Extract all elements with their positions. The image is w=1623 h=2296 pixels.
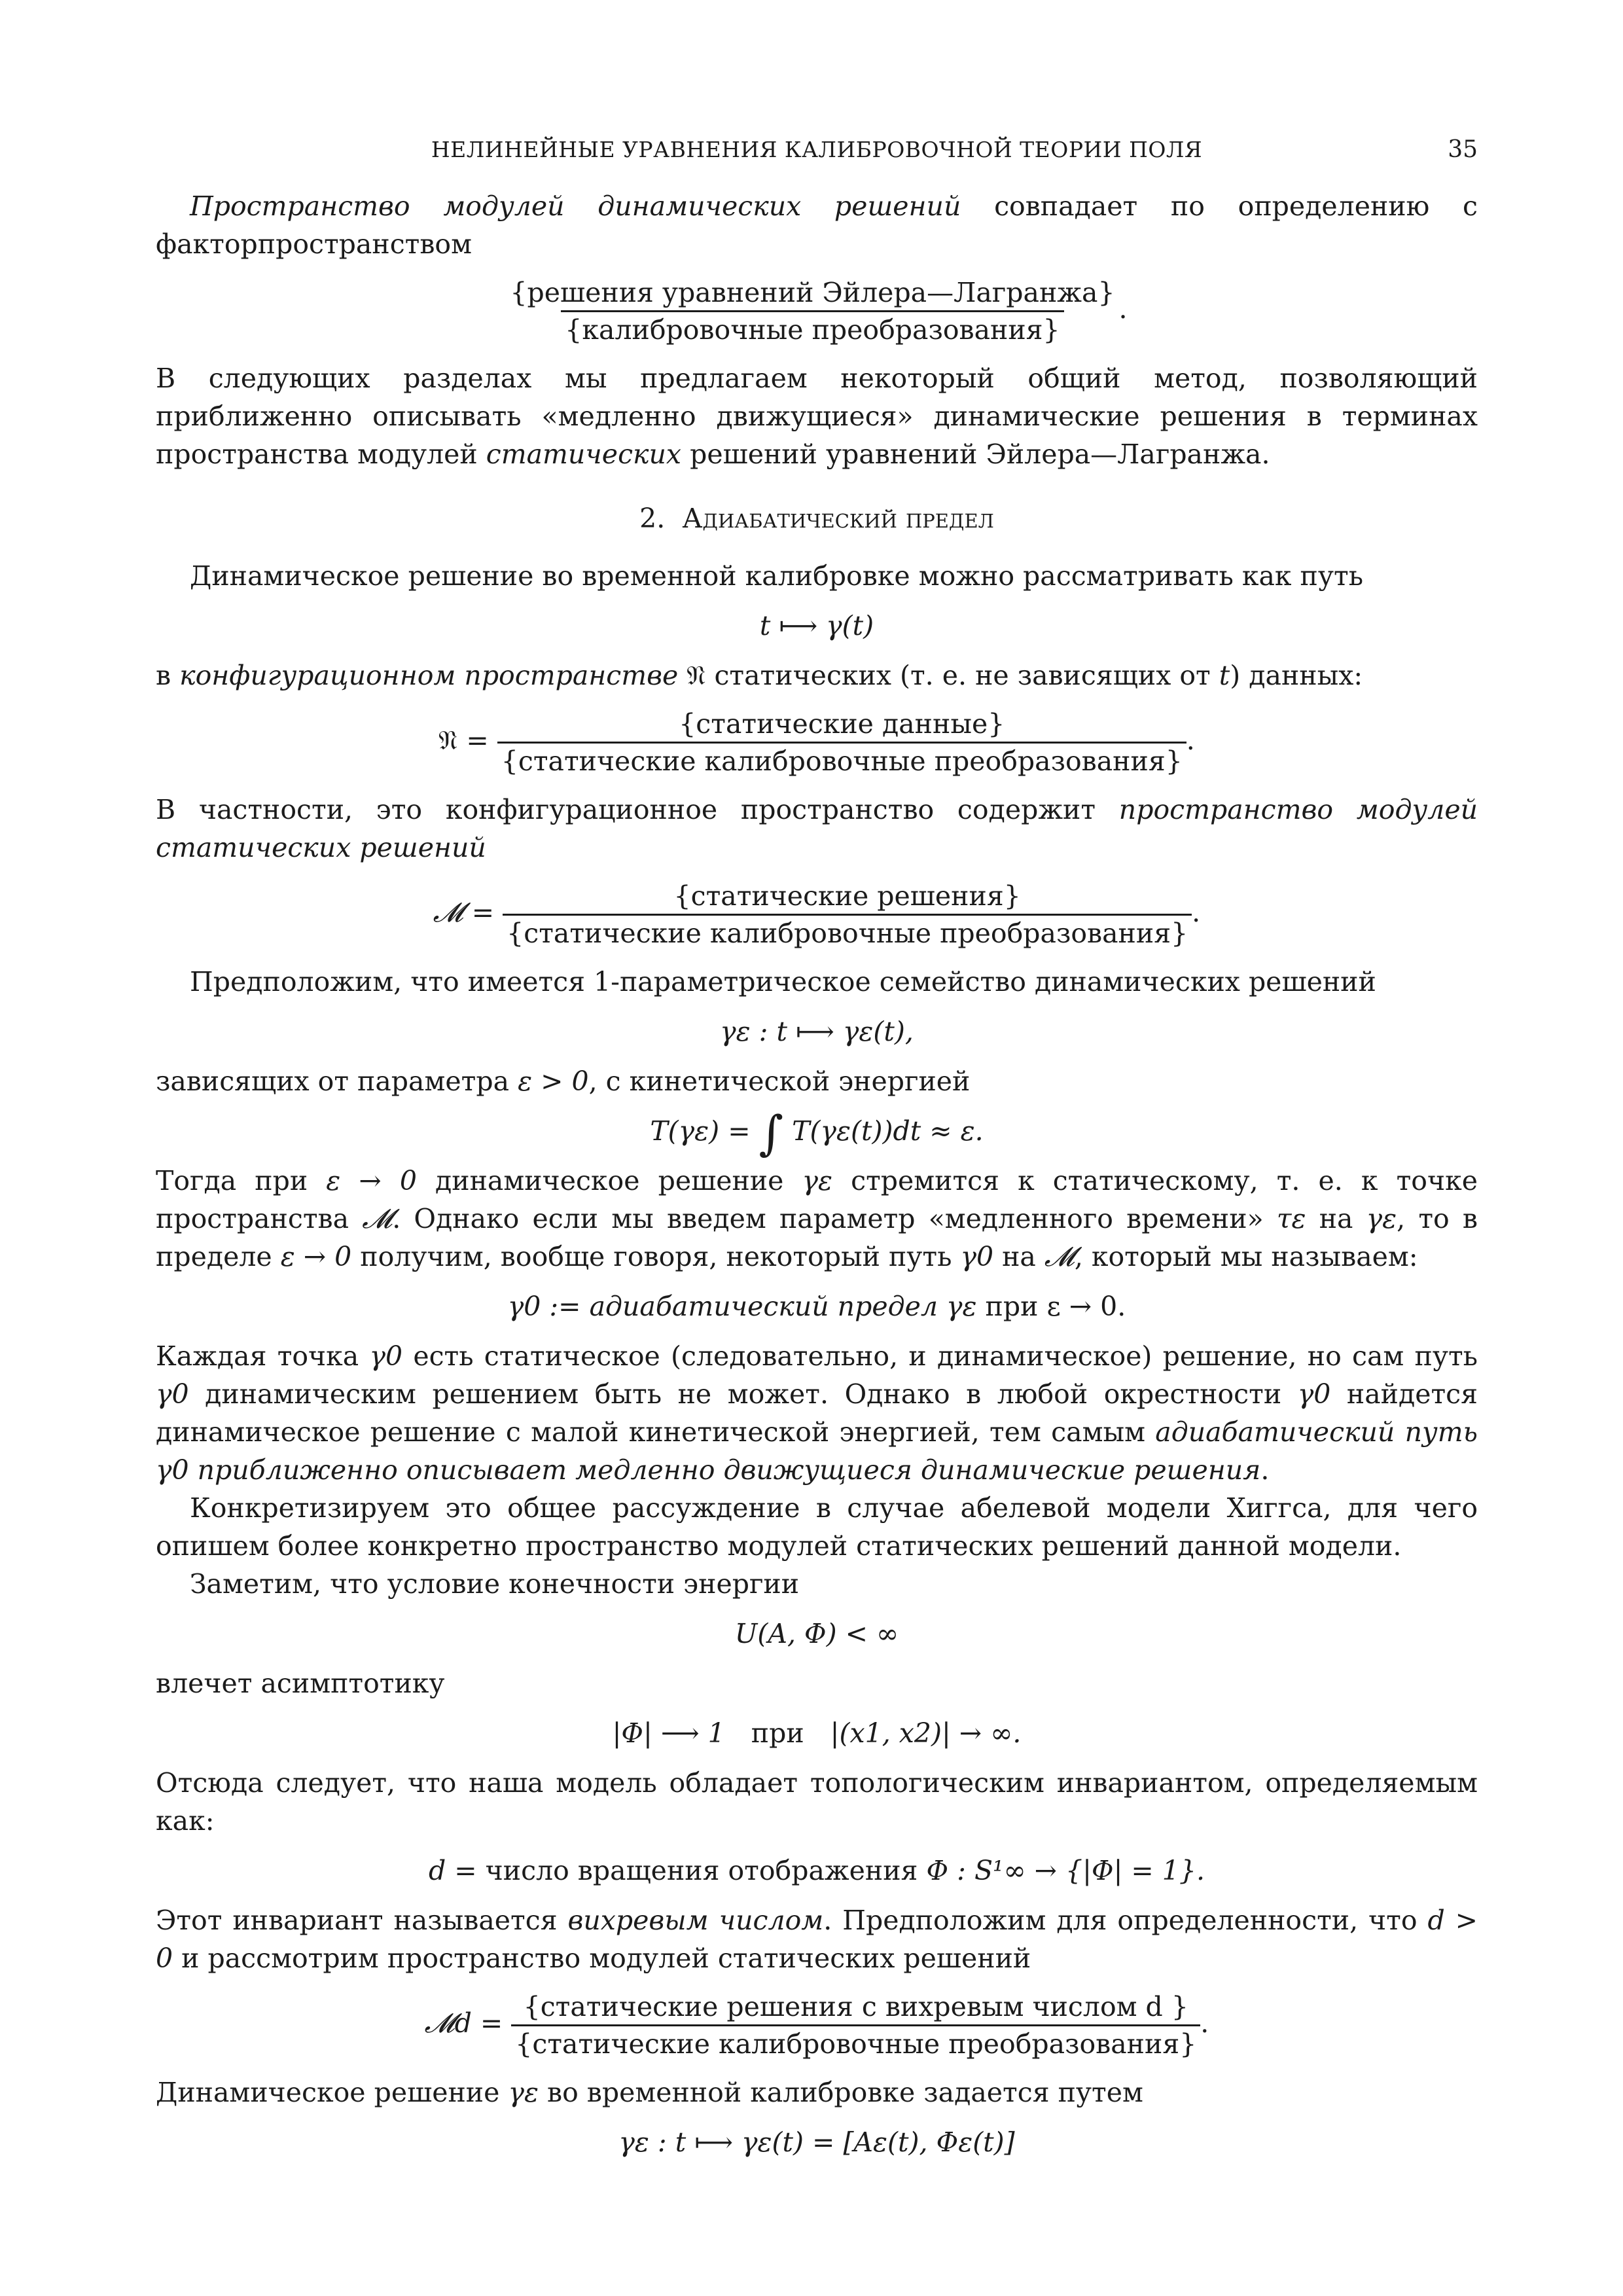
- paragraph-10: Конкретизируем это общее рассуждение в случае абелевой модели Хиггса, для чего опишем более конкретно пространство модулей статических решений данной модели.: [156, 1492, 1478, 1562]
- equation-winding-number: d = число вращения отображения Φ : S¹∞ → {|Φ| = 1}.: [428, 1855, 1205, 1886]
- page-number: 35: [1448, 136, 1478, 163]
- paragraph-13: Отсюда следует, что наша модель обладает топологическим инвариантом, определяемым как:: [156, 1767, 1478, 1837]
- paragraph-8: Тогда при ε → 0 динамическое решение γε стремится к статическому, т. е. к точке пространства 𝓜. Однако если мы введем параметр «медленного времени» τε на γε, то в пределе ε → 0 получим, вообще говоря, некоторый путь γ0 на 𝓜, который мы называем:: [156, 1165, 1478, 1272]
- header-title: НЕЛИНЕЙНЫЕ УРАВНЕНИЯ КАЛИБРОВОЧНОЙ ТЕОРИИ ПОЛЯ: [431, 137, 1203, 162]
- equation-family: γε : t ⟼ γε(t),: [720, 1016, 914, 1047]
- paragraph-3: Динамическое решение во временной калибровке можно рассматривать как путь: [190, 560, 1364, 592]
- section-heading: 2. Адиабатический предел: [639, 503, 994, 534]
- equation-path: t ⟼ γ(t): [759, 610, 874, 641]
- paragraph-12: влечет асимптотику: [156, 1668, 445, 1699]
- equation-moduli-static: 𝓜 = $\frac{\text{\{статические решения\}}}{\text{\{статические калибровочные преобразования\}}}$ .: [156, 878, 1478, 951]
- equation-asymptotics: |Φ| ⟶ 1 при |(x1, x2)| → ∞.: [612, 1717, 1022, 1749]
- equation-moduli-dynamic: $\frac{\text{\{решения уравнений Эйлера—Лагранжа\}}}{\text{\{калибровочные преобразования\}}}$ .: [156, 275, 1478, 348]
- paragraph-4: в конфигурационном пространстве 𝔑 статических (т. е. не зависящих от t) данных:: [156, 660, 1363, 691]
- running-header: [156, 131, 1478, 169]
- paragraph-2: В следующих разделах мы предлагаем некоторый общий метод, позволяющий приближенно описывать «медленно движущиеся» динамические решения в терминах пространства модулей статических решений уравнений Эйлера—Лагранжа.: [156, 363, 1478, 470]
- paragraph-5: В частности, это конфигурационное пространство содержит пространство модулей статических решений: [156, 794, 1478, 863]
- paragraph-14: Этот инвариант называется вихревым числом. Предположим для определенности, что d > 0 и рассмотрим пространство модулей статических решений: [156, 1905, 1478, 1974]
- equation-moduli-vortex: 𝓜d = $\frac{\text{\{статические решения с вихревым числом d \}}}{\text{\{статические калибровочные преобразования\}}}$ .: [156, 1989, 1478, 2062]
- equation-kinetic-energy: T(γε) = ∫ T(γε(t))dt ≈ ε.: [650, 1105, 984, 1160]
- paragraph-1: Пространство модулей динамических решений совпадает по определению с факторпространством: [156, 190, 1478, 260]
- paragraph-11: Заметим, что условие конечности энергии: [190, 1568, 800, 1600]
- fraction-numerator: {решения уравнений Эйлера—Лагранжа}: [510, 277, 1115, 308]
- paragraph-7: зависящих от параметра ε > 0, с кинетической энергией: [156, 1066, 971, 1097]
- integral-sign: ∫: [758, 1105, 784, 1160]
- fraction-denominator: {калибровочные преобразования}: [561, 310, 1063, 348]
- paragraph-6: Предположим, что имеется 1-параметрическое семейство динамических решений: [190, 966, 1376, 997]
- paragraph-15: Динамическое решение γε во временной калибровке задается путем: [156, 2077, 1143, 2108]
- equation-config-space: 𝔑 = $\frac{\text{\{статические данные\}}}{\text{\{статические калибровочные преобразования\}}}$ .: [156, 706, 1478, 779]
- page: [156, 131, 1478, 2173]
- equation-finite-energy: U(A, Φ) < ∞: [734, 1618, 899, 1649]
- equation-adiabatic-limit: γ0 := адиабатический предел γε при ε → 0.: [507, 1291, 1126, 1322]
- paragraph-9: Каждая точка γ0 есть статическое (следовательно, и динамическое) решение, но сам путь γ0 динамическим решением быть не может. Однако в любой окрестности γ0 найдется динамическое решение с малой кинетической энергией, тем самым адиабатический путь γ0 приближенно описывает медленно движущиеся динамические решения.: [156, 1340, 1478, 1486]
- equation-dynamic-path: γε : t ⟼ γε(t) = [Aε(t), Φε(t)]: [618, 2126, 1015, 2158]
